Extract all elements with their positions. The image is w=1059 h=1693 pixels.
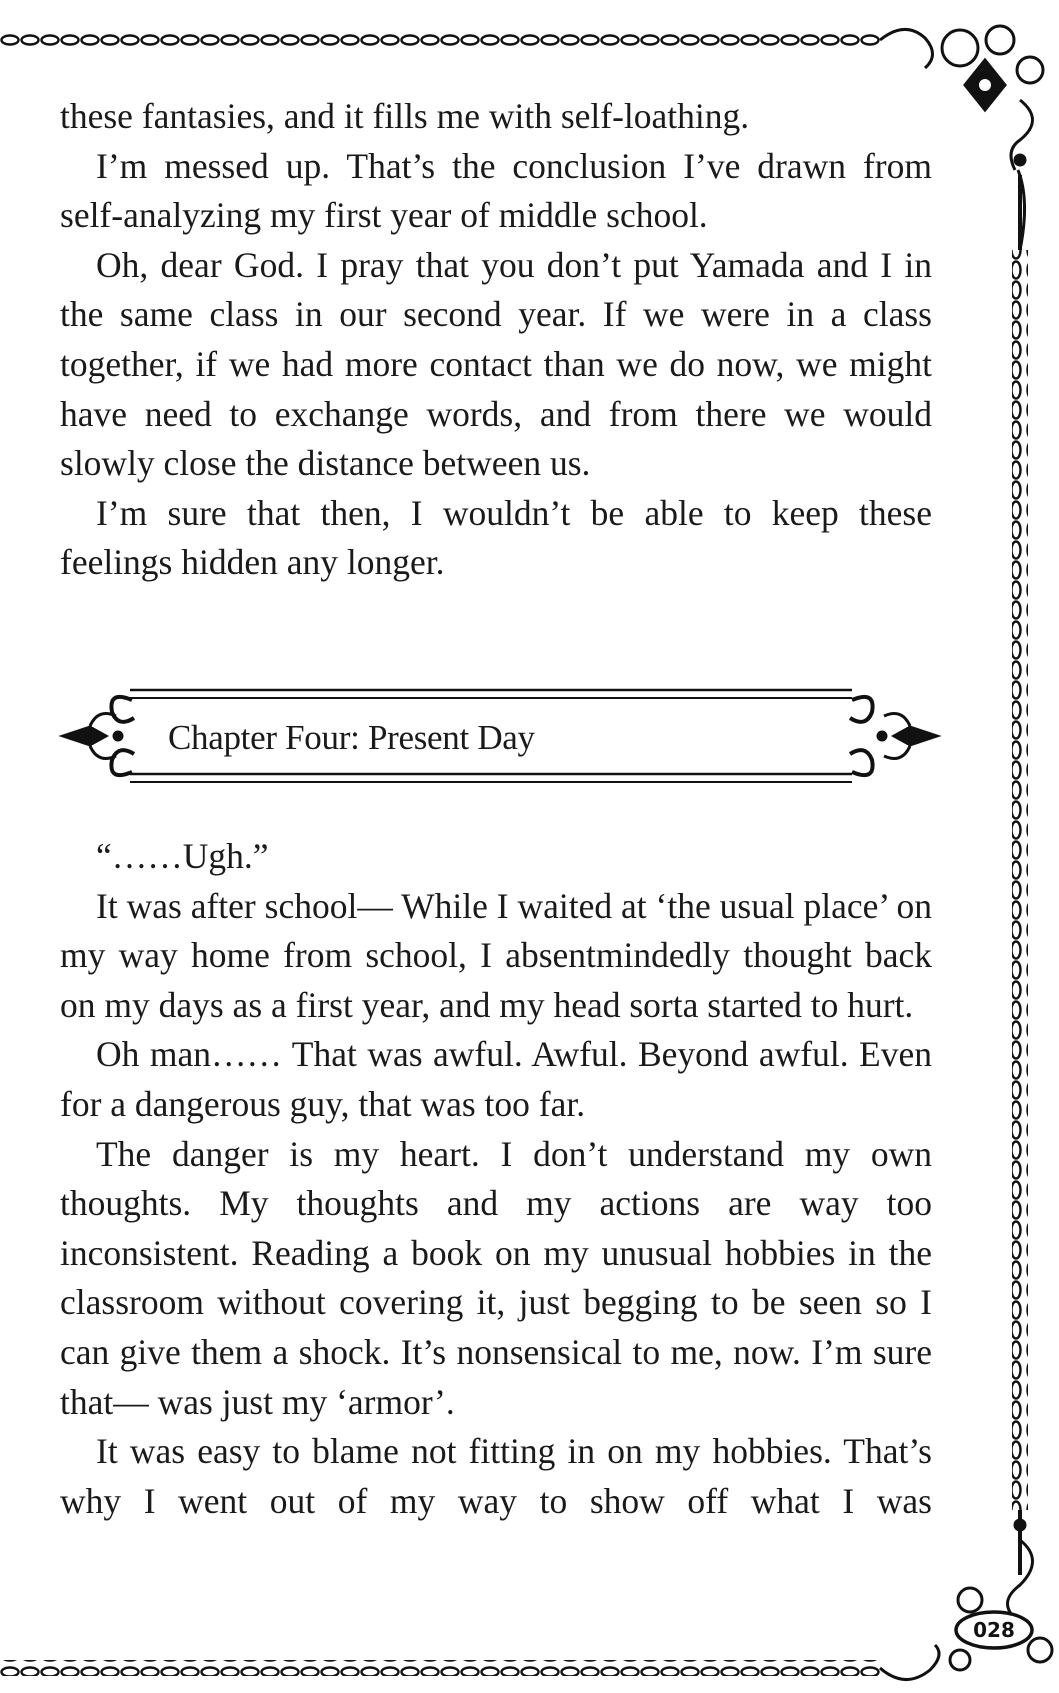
paragraph: “……Ugh.” [96, 836, 269, 876]
corner-ornament-bottom-right [880, 1510, 1052, 1680]
right-chain-border [1012, 250, 1028, 1510]
paragraph: It was easy to blame not fitting in on my hobbies. That’s why I went out of my way to show off what I was [60, 1431, 932, 1521]
paragraph: I’m sure that then, I wouldn’t be able to keep these feelings hidden any longer. [60, 492, 932, 583]
paragraph: these fantasies, and it fills me with self-loathing. [60, 96, 750, 136]
chapter-title: Chapter Four: Present Day [168, 718, 535, 757]
paragraph: The danger is my heart. I don’t understand my own thoughts. My thoughts and my actions are way too inconsistent. Reading a book on my unusual hobbies in the classroom without covering it, just begging to be seen so I can give them a shock. It’s nonsensical to me, now. I’m sure that— was just my ‘armor’. [60, 1133, 932, 1422]
top-text-block [60, 92, 932, 588]
paragraph: Oh man…… That was awful. Awful. Beyond awful. Even for a dangerous guy, that was too far. [60, 1034, 932, 1124]
page-number: 028 [973, 1618, 1015, 1642]
bottom-chain-border [0, 1660, 880, 1676]
paragraph: It was after school— While I waited at ‘the usual place’ on my way home from school, I absentmindedly thought back on my days as a first year, and my head sorta started to hurt. [60, 885, 932, 1025]
paragraph: I’m messed up. That’s the conclusion I’ve drawn from self-analyzing my first year of middle school. [60, 145, 932, 236]
bottom-text-block [60, 832, 932, 1526]
paragraph: Oh, dear God. I pray that you don’t put Yamada and I in the same class in our second year. If we were in a class together, if we had more contact than we do now, we might have need to exchange words, and from there we would slowly close the distance between us. [60, 244, 932, 484]
top-chain-border [0, 32, 880, 48]
